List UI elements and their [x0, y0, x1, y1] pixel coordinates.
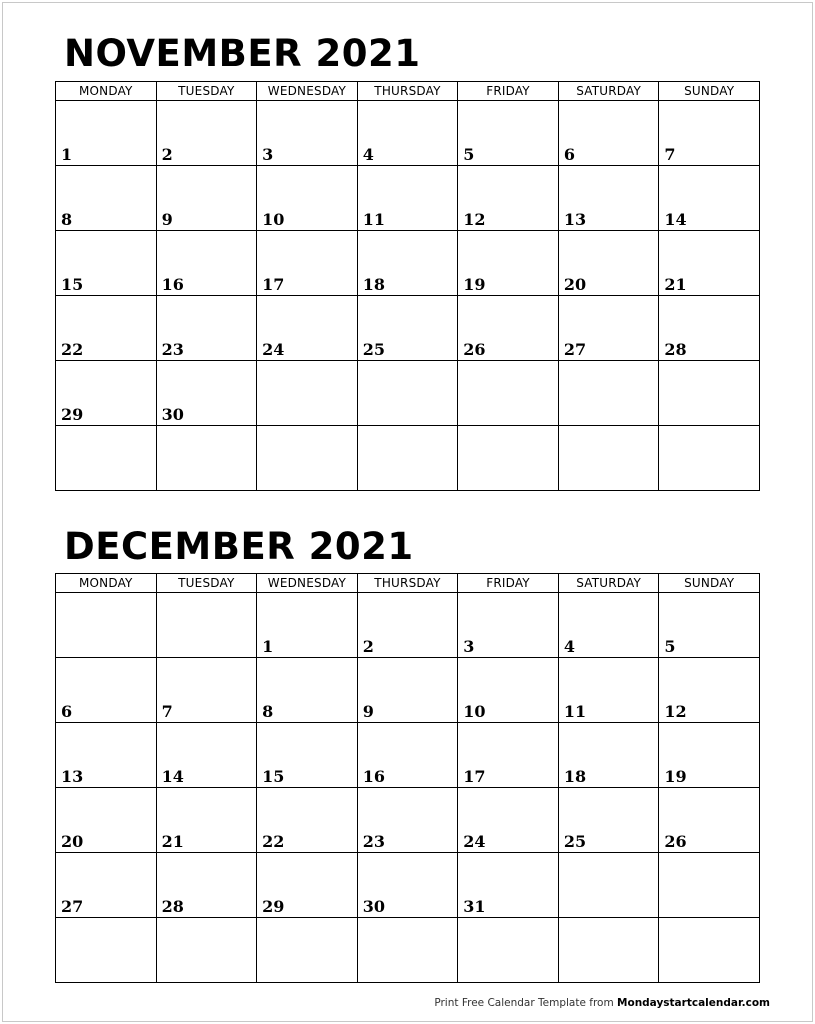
day-cell [458, 853, 559, 918]
day-cell [257, 166, 358, 231]
day-cell [659, 231, 760, 296]
weekday-header-row [56, 574, 760, 593]
day-cell [257, 361, 358, 426]
day-cell [458, 788, 559, 853]
day-cell [156, 101, 257, 166]
day-cell [156, 658, 257, 723]
day-cell [257, 296, 358, 361]
day-number: 14 [664, 210, 687, 229]
day-cell [56, 853, 157, 918]
day-number: 21 [664, 275, 687, 294]
day-number: 9 [362, 702, 374, 721]
day-number: 14 [161, 767, 184, 786]
day-number: 18 [563, 767, 587, 786]
day-number: 11 [362, 210, 385, 229]
day-cell [659, 361, 760, 426]
day-cell [458, 231, 559, 296]
day-number: 13 [563, 210, 587, 229]
weekday-header: TUESDAY [156, 82, 257, 101]
day-number [564, 488, 659, 490]
footer-credit [434, 997, 770, 1009]
day-number: 4 [362, 145, 374, 164]
day-cell [558, 853, 659, 918]
day-cell [357, 166, 458, 231]
day-cell [357, 593, 458, 658]
week-row [56, 166, 760, 231]
day-cell [357, 426, 458, 491]
week-row [56, 788, 760, 853]
day-number: 15 [61, 275, 84, 294]
day-cell [558, 426, 659, 491]
day-cell [458, 101, 559, 166]
day-number: 17 [262, 275, 285, 294]
week-row [56, 361, 760, 426]
day-number: 22 [61, 340, 84, 359]
weekday-header: WEDNESDAY [257, 82, 358, 101]
day-cell [458, 166, 559, 231]
day-cell [156, 426, 257, 491]
day-cell [357, 658, 458, 723]
day-cell [357, 723, 458, 788]
day-number: 5 [664, 637, 676, 656]
day-cell [257, 723, 358, 788]
day-cell [458, 593, 559, 658]
weekday-header: WEDNESDAY [257, 574, 358, 593]
day-cell [558, 723, 659, 788]
day-cell [56, 426, 157, 491]
day-cell [56, 231, 157, 296]
day-number: 30 [161, 405, 184, 424]
day-cell [56, 361, 157, 426]
day-cell [257, 918, 358, 983]
day-number: 9 [161, 210, 173, 229]
day-number: 20 [563, 275, 587, 294]
day-number [664, 980, 759, 982]
day-number: 10 [262, 210, 285, 229]
day-cell [558, 166, 659, 231]
day-number: 29 [262, 897, 285, 916]
day-cell [257, 593, 358, 658]
day-cell [56, 788, 157, 853]
day-number: 8 [61, 210, 73, 229]
weekday-header: MONDAY [56, 574, 157, 593]
day-number: 16 [161, 275, 184, 294]
day-cell [257, 788, 358, 853]
day-number: 16 [362, 767, 385, 786]
week-row [56, 723, 760, 788]
day-number: 20 [61, 832, 84, 851]
day-number: 25 [563, 832, 587, 851]
day-cell [458, 296, 559, 361]
day-cell [156, 296, 257, 361]
day-number: 23 [362, 832, 385, 851]
day-number: 28 [161, 897, 184, 916]
day-cell [659, 593, 760, 658]
day-cell [659, 918, 760, 983]
week-row [56, 231, 760, 296]
day-cell [56, 918, 157, 983]
day-number [564, 980, 659, 982]
day-number [463, 980, 558, 982]
day-number: 19 [463, 275, 486, 294]
day-number: 7 [664, 145, 676, 164]
calendar-grid-november [55, 81, 760, 491]
day-cell [558, 788, 659, 853]
day-cell [659, 658, 760, 723]
day-cell [56, 166, 157, 231]
day-number: 22 [262, 832, 285, 851]
day-cell [357, 361, 458, 426]
day-cell [659, 166, 760, 231]
weekday-header: SATURDAY [558, 82, 659, 101]
day-number: 18 [362, 275, 385, 294]
weekday-header: SATURDAY [558, 574, 659, 593]
month-title-november: NOVEMBER 2021 [64, 32, 421, 75]
day-number [363, 488, 458, 490]
day-cell [659, 426, 760, 491]
day-number: 12 [664, 702, 687, 721]
day-cell [257, 101, 358, 166]
day-number: 12 [463, 210, 486, 229]
day-cell [156, 723, 257, 788]
day-cell [257, 853, 358, 918]
day-cell [659, 788, 760, 853]
footer-site-link[interactable]: Mondaystartcalendar.com [617, 997, 770, 1009]
calendar-grid-december [55, 573, 760, 983]
day-cell [558, 658, 659, 723]
day-cell [357, 918, 458, 983]
week-row [56, 853, 760, 918]
day-number: 7 [161, 702, 173, 721]
day-number: 15 [262, 767, 285, 786]
day-number: 1 [61, 145, 73, 164]
day-cell [156, 361, 257, 426]
day-number: 28 [664, 340, 687, 359]
day-cell [156, 918, 257, 983]
day-number: 30 [362, 897, 385, 916]
day-number: 17 [463, 767, 486, 786]
day-cell [659, 296, 760, 361]
day-cell [659, 723, 760, 788]
day-number [61, 980, 156, 982]
day-number: 25 [362, 340, 385, 359]
day-number [61, 488, 156, 490]
day-number: 31 [463, 897, 486, 916]
weekday-header: TUESDAY [156, 574, 257, 593]
day-cell [558, 918, 659, 983]
day-cell [156, 788, 257, 853]
day-cell [558, 231, 659, 296]
week-row [56, 101, 760, 166]
day-cell [659, 853, 760, 918]
day-cell [357, 296, 458, 361]
day-number: 5 [463, 145, 475, 164]
day-cell [357, 101, 458, 166]
week-row [56, 918, 760, 983]
week-row [56, 296, 760, 361]
day-number: 27 [563, 340, 587, 359]
day-cell [156, 166, 257, 231]
day-number: 29 [61, 405, 84, 424]
weekday-header: SUNDAY [659, 574, 760, 593]
weekday-header: MONDAY [56, 82, 157, 101]
month-title-december: DECEMBER 2021 [64, 525, 414, 568]
day-number: 1 [262, 637, 274, 656]
day-cell [257, 426, 358, 491]
day-cell [659, 101, 760, 166]
weekday-header: FRIDAY [458, 82, 559, 101]
day-cell [357, 231, 458, 296]
day-cell [458, 918, 559, 983]
day-cell [458, 361, 559, 426]
day-cell [56, 658, 157, 723]
day-number: 26 [664, 832, 687, 851]
day-cell [56, 101, 157, 166]
day-number [664, 488, 759, 490]
day-number [262, 488, 357, 490]
day-number: 2 [362, 637, 374, 656]
day-number: 23 [161, 340, 184, 359]
weekday-header-row [56, 82, 760, 101]
day-cell [56, 296, 157, 361]
day-cell [357, 788, 458, 853]
day-cell [558, 101, 659, 166]
day-number [162, 488, 257, 490]
weekday-header: THURSDAY [357, 82, 458, 101]
day-cell [458, 426, 559, 491]
day-cell [357, 853, 458, 918]
day-number: 2 [161, 145, 173, 164]
weekday-header: THURSDAY [357, 574, 458, 593]
weekday-header: SUNDAY [659, 82, 760, 101]
day-cell [56, 593, 157, 658]
day-number: 24 [463, 832, 486, 851]
day-number: 3 [463, 637, 475, 656]
day-number: 27 [61, 897, 84, 916]
day-cell [156, 853, 257, 918]
day-cell [458, 658, 559, 723]
day-cell [257, 658, 358, 723]
week-row [56, 593, 760, 658]
day-number [463, 488, 558, 490]
day-number: 26 [463, 340, 486, 359]
day-cell [257, 231, 358, 296]
day-number: 4 [563, 637, 575, 656]
day-number [162, 980, 257, 982]
day-cell [156, 231, 257, 296]
day-number: 19 [664, 767, 687, 786]
week-row [56, 658, 760, 723]
day-number: 10 [463, 702, 486, 721]
day-number [262, 980, 357, 982]
footer-prefix: Print Free Calendar Template from [434, 997, 618, 1009]
day-number: 3 [262, 145, 274, 164]
day-number: 13 [61, 767, 84, 786]
week-row [56, 426, 760, 491]
day-number: 6 [61, 702, 73, 721]
weekday-header: FRIDAY [458, 574, 559, 593]
day-number: 21 [161, 832, 184, 851]
day-cell [558, 296, 659, 361]
day-cell [558, 361, 659, 426]
day-number [363, 980, 458, 982]
day-cell [458, 723, 559, 788]
day-cell [558, 593, 659, 658]
day-number: 6 [563, 145, 575, 164]
day-cell [156, 593, 257, 658]
day-number: 24 [262, 340, 285, 359]
day-number: 8 [262, 702, 274, 721]
day-number: 11 [563, 702, 587, 721]
day-cell [56, 723, 157, 788]
